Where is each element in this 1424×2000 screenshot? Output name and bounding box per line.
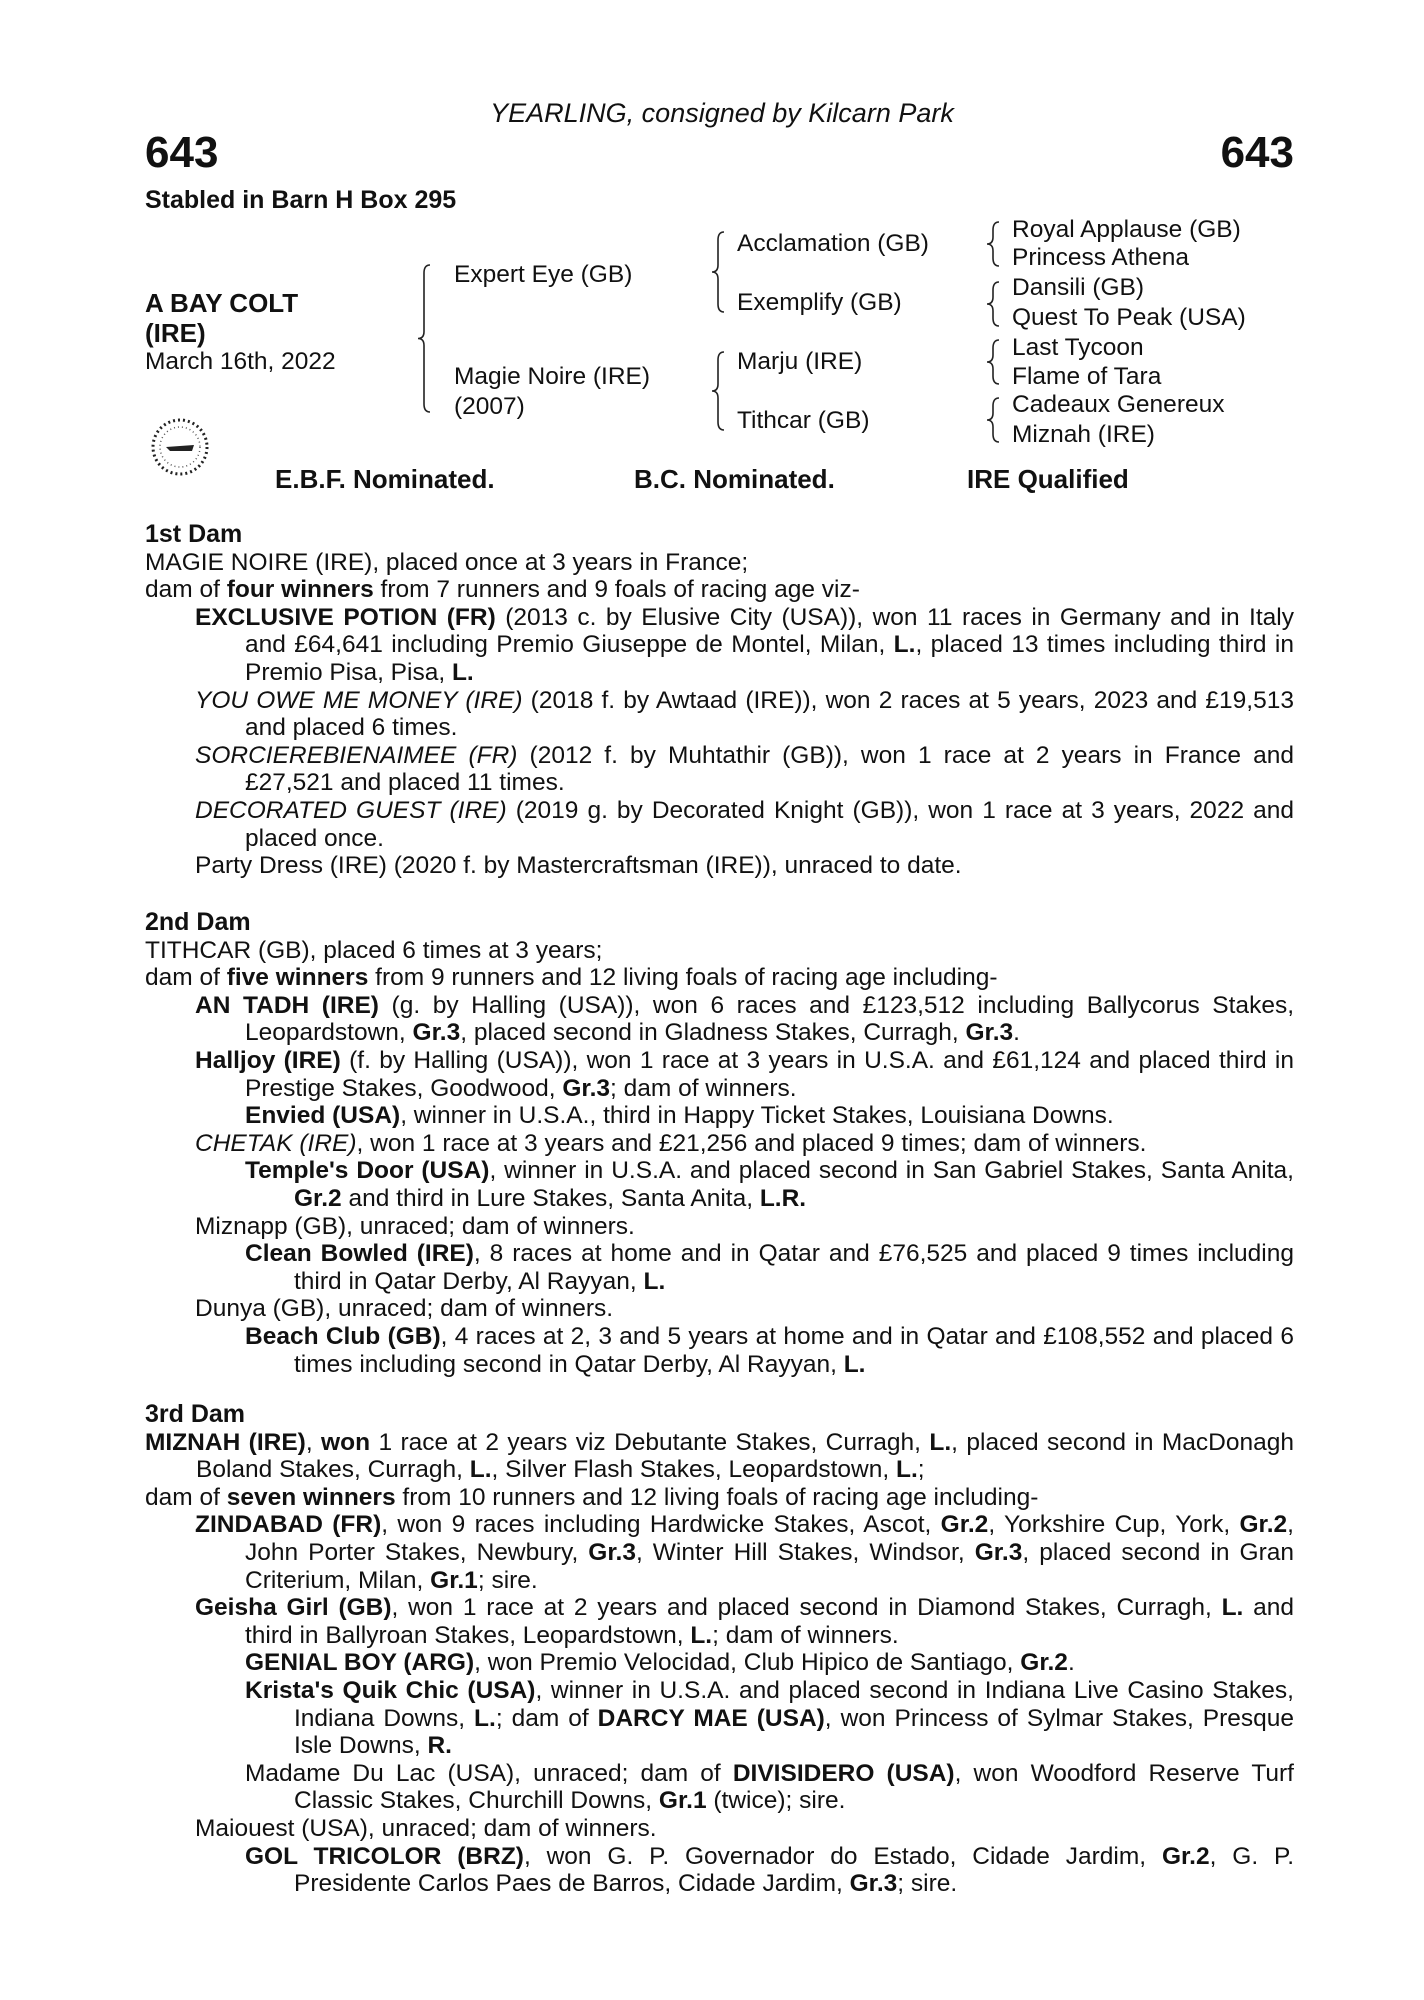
bold-text: L.R. — [759, 1184, 807, 1212]
text: ; sire. — [897, 1870, 958, 1898]
pedigree-gen2: Marju (IRE) — [737, 348, 863, 375]
bold-text: Gr.3 — [849, 1870, 898, 1898]
bold-text: Gr.2 — [1161, 1842, 1210, 1870]
bracket — [418, 265, 430, 412]
catalogue-header: YEARLING, consigned by Kilcarn Park — [490, 98, 954, 128]
bracket — [712, 352, 724, 430]
text: (twice); sire. — [706, 1787, 846, 1815]
text: , won 9 races including Hardwicke Stakes, Ascot, — [381, 1511, 941, 1539]
bold-text: AN TADH (IRE) — [195, 991, 379, 1019]
text: from 7 runners and 9 foals of racing age viz- — [373, 576, 860, 604]
bold-text: L. — [1221, 1594, 1244, 1622]
pedigree-entry — [145, 1843, 1294, 1898]
text: (2013 c. by Elusive City (USA)), won 11 races in Germany and in Italy and £64,641 including Premio Giuseppe de Montel, Milan, — [245, 603, 1294, 659]
pedigree-gen3: Flame of Tara — [1012, 363, 1162, 390]
bold-text: five winners — [226, 964, 369, 992]
bold-text: R. — [427, 1732, 452, 1760]
text: , won Premio Velocidad, Club Hipico de Santiago, — [474, 1649, 1021, 1677]
pedigree-entry — [145, 992, 1294, 1047]
bold-text: Gr.2 — [1020, 1649, 1068, 1677]
pedigree-entry — [145, 1815, 1294, 1843]
pedigree-entry — [145, 576, 1294, 604]
bc-nomination: B.C. Nominated. — [634, 464, 835, 494]
bold-text: MIZNAH (IRE) — [145, 1428, 306, 1456]
bold-text: L. — [843, 1350, 866, 1378]
text: , 8 races at home and in Qatar and £76,525 and placed 9 times including third in Qatar Derby, Al Rayyan, — [294, 1240, 1294, 1295]
pedigree-entry — [145, 1240, 1294, 1295]
text: Dunya (GB), unraced; dam of winners. — [195, 1295, 614, 1323]
bold-text: L. — [451, 658, 474, 686]
bold-text: L. — [474, 1704, 496, 1732]
text: ; dam of — [495, 1704, 598, 1732]
bold-text: L. — [690, 1621, 713, 1649]
bold-text: four winners — [226, 576, 374, 604]
bold-text: Beach Club (GB) — [245, 1322, 441, 1350]
pedigree-sire: Expert Eye (GB) — [454, 261, 633, 288]
text: , winner in U.S.A., third in Happy Ticket Stakes, Louisiana Downs. — [400, 1102, 1114, 1130]
bold-text: ZINDABAD (FR) — [195, 1511, 382, 1539]
bold-text: L. — [643, 1267, 666, 1295]
pedigree-entry — [145, 937, 1294, 965]
section-heading: 2nd Dam — [145, 908, 251, 936]
pedigree-entry — [145, 742, 1294, 797]
pedigree-entry — [145, 1677, 1294, 1760]
pedigree-brackets — [0, 0, 1424, 520]
text: , winner in U.S.A. and placed second in San Gabriel Stakes, Santa Anita, — [489, 1157, 1294, 1185]
bold-text: Halljoy (IRE) — [195, 1046, 341, 1074]
bold-text: L. — [469, 1456, 492, 1484]
pedigree-entry — [145, 1323, 1294, 1378]
text: ; sire. — [477, 1566, 538, 1594]
text: and third in Lure Stakes, Santa Anita, — [341, 1184, 760, 1212]
text: , — [305, 1428, 322, 1456]
text: TITHCAR (GB), placed 6 times at 3 years; — [145, 936, 603, 964]
text: Maiouest (USA), unraced; dam of winners. — [195, 1814, 657, 1842]
text: , Winter Hill Stakes, Windsor, — [635, 1538, 975, 1566]
pedigree-entry — [145, 1760, 1294, 1815]
pedigree-entry — [145, 964, 1294, 992]
pedigree-gen3: Miznah (IRE) — [1012, 421, 1155, 448]
pedigree-entry — [145, 1429, 1294, 1484]
bold-text: Gr.2 — [940, 1511, 989, 1539]
text: Party Dress (IRE) (2020 f. by Mastercraftsman (IRE)), unraced to date. — [195, 852, 962, 880]
pedigree-gen2: Exemplify (GB) — [737, 289, 902, 316]
bold-text: seven winners — [226, 1483, 396, 1511]
pedigree-entry — [145, 1130, 1294, 1158]
text: ; dam of winners. — [712, 1621, 899, 1649]
section-heading: 3rd Dam — [145, 1400, 246, 1428]
text: (2018 f. by Awtaad (IRE)), won 2 races at 5 years, 2023 and £19,513 and placed 6 times. — [245, 686, 1294, 742]
first-dam-section — [145, 521, 1294, 880]
bracket — [987, 340, 999, 384]
bold-text: Envied (USA) — [245, 1102, 401, 1130]
third-dam-section — [145, 1401, 1294, 1898]
bracket — [987, 282, 999, 326]
text: dam of — [145, 576, 227, 604]
bold-text: Gr.3 — [974, 1538, 1023, 1566]
text: , placed second in Gladness Stakes, Curragh, — [460, 1019, 966, 1047]
pedigree-entry — [145, 1511, 1294, 1594]
ire-qualification: IRE Qualified — [967, 464, 1129, 494]
bold-text: Gr.1 — [658, 1787, 707, 1815]
bold-text: Gr.2 — [294, 1184, 342, 1212]
bold-text: EXCLUSIVE POTION (FR) — [195, 603, 496, 631]
text: dam of — [145, 1483, 227, 1511]
ebf-nomination: E.B.F. Nominated. — [275, 464, 495, 494]
pedigree-gen3: Quest To Peak (USA) — [1012, 304, 1246, 331]
text: , placed second in Gran Criterium, Milan, — [245, 1538, 1294, 1594]
text: , placed 13 times including third in Premio Pisa, Pisa, — [245, 631, 1294, 686]
bold-text: Gr.1 — [430, 1566, 478, 1594]
bold-text: Krista's Quik Chic (USA) — [245, 1676, 536, 1704]
horse-description: A BAY COLT — [145, 288, 299, 318]
text: (f. by Halling (USA)), won 1 race at 3 years in U.S.A. and £61,124 and placed third in Prestige Stakes, Goodwood, — [245, 1046, 1294, 1102]
text: , won Princess of Sylmar Stakes, Presque Isle Downs, — [294, 1704, 1294, 1760]
text: , won 1 race at 3 years and £21,256 and placed 9 times; dam of winners. — [356, 1129, 1147, 1157]
pedigree-gen3: Royal Applause (GB) — [1012, 216, 1241, 243]
text: , placed second in MacDonagh Boland Stakes, Curragh, — [196, 1428, 1294, 1484]
text: (2019 g. by Decorated Knight (GB)), won 1 race at 3 years, 2022 and placed once. — [245, 796, 1294, 852]
pedigree-entry — [145, 604, 1294, 687]
text: (g. by Halling (USA)), won 6 races and £123,512 including Ballycorus Stakes, Leopardstown, — [245, 991, 1294, 1047]
bold-text: L. — [895, 1456, 918, 1484]
bracket — [712, 232, 724, 312]
text: , Silver Flash Stakes, Leopardstown, — [491, 1456, 896, 1484]
text: ; dam of winners. — [610, 1074, 797, 1102]
seal-logo — [153, 420, 207, 474]
text: 1 race at 2 years viz Debutante Stakes, Curragh, — [370, 1428, 930, 1456]
bold-text: Gr.3 — [562, 1074, 611, 1102]
pedigree-entry — [145, 687, 1294, 742]
pedigree-gen3: Princess Athena — [1012, 244, 1190, 271]
pedigree-entry — [145, 1102, 1294, 1130]
bold-text: Clean Bowled (IRE) — [245, 1240, 474, 1268]
text: dam of — [145, 964, 227, 992]
text: (2012 f. by Muhtathir (GB)), won 1 race at 2 years in France and £27,521 and placed 11 times. — [245, 741, 1294, 797]
italic-text: YOU OWE ME MONEY (IRE) — [195, 686, 523, 714]
text: ; — [917, 1456, 925, 1484]
pedigree-entry — [145, 1649, 1294, 1677]
text: Madame Du Lac (USA), unraced; dam of — [245, 1759, 733, 1787]
lot-number-left: 643 — [145, 128, 219, 177]
pedigree-entry — [145, 1295, 1294, 1323]
italic-text: SORCIEREBIENAIMEE (FR) — [195, 741, 518, 769]
bold-text: Gr.2 — [1239, 1511, 1288, 1539]
pedigree-gen3: Cadeaux Genereux — [1012, 391, 1225, 418]
pedigree-gen3: Dansili (GB) — [1012, 274, 1145, 301]
pedigree-entry — [145, 1594, 1294, 1649]
text: , won 1 race at 2 years and placed second in Diamond Stakes, Curragh, — [391, 1594, 1222, 1622]
pedigree-entry — [145, 797, 1294, 852]
section-heading: 1st Dam — [145, 520, 243, 548]
text: Miznapp (GB), unraced; dam of winners. — [195, 1212, 635, 1240]
pedigree-entry — [145, 549, 1294, 577]
bold-text: Gr.3 — [965, 1019, 1014, 1047]
italic-text: CHETAK (IRE) — [195, 1129, 357, 1157]
pedigree-entry — [145, 852, 1294, 880]
bold-text: GENIAL BOY (ARG) — [245, 1649, 475, 1677]
pedigree-dam: Magie Noire (IRE) — [454, 363, 651, 390]
text: , John Porter Stakes, Newbury, — [245, 1511, 1294, 1566]
pedigree-entry — [145, 1047, 1294, 1102]
bold-text: GOL TRICOLOR (BRZ) — [245, 1842, 524, 1870]
bold-text: L. — [893, 631, 916, 659]
bold-text: won — [321, 1428, 371, 1456]
italic-text: DECORATED GUEST (IRE) — [195, 796, 507, 824]
pedigree-gen2: Acclamation (GB) — [737, 230, 929, 257]
pedigree-entry — [145, 1213, 1294, 1241]
text: . — [1067, 1649, 1075, 1677]
horse-country: (IRE) — [145, 318, 206, 348]
text: from 10 runners and 12 living foals of racing age including- — [395, 1483, 1039, 1511]
text: MAGIE NOIRE (IRE), placed once at 3 years in France; — [145, 548, 749, 576]
text: , won G. P. Governador do Estado, Cidade Jardim, — [523, 1842, 1162, 1870]
pedigree-gen3: Last Tycoon — [1012, 334, 1144, 361]
bold-text: Gr.3 — [588, 1538, 636, 1566]
bracket — [987, 398, 999, 442]
pedigree-gen2: Tithcar (GB) — [737, 407, 870, 434]
text: from 9 runners and 12 living foals of racing age including- — [368, 964, 998, 992]
text: , won Woodford Reserve Turf Classic Stakes, Churchill Downs, — [294, 1759, 1294, 1815]
stabling-location: Stabled in Barn H Box 295 — [145, 186, 457, 214]
foaling-date: March 16th, 2022 — [145, 348, 336, 375]
pedigree-entry — [145, 1157, 1294, 1212]
bold-text: DIVISIDERO (USA) — [732, 1759, 955, 1787]
bracket — [987, 222, 999, 266]
text: , 4 races at 2, 3 and 5 years at home and in Qatar and £108,552 and placed 6 times including second in Qatar Derby, Al Rayyan, — [294, 1322, 1294, 1378]
lot-number-right: 643 — [1220, 128, 1294, 177]
text: , winner in U.S.A. and placed second in Indiana Live Casino Stakes, Indiana Downs, — [294, 1676, 1294, 1732]
pedigree-entry — [145, 1484, 1294, 1512]
bold-text: DARCY MAE (USA) — [597, 1704, 825, 1732]
text: . — [1013, 1019, 1020, 1047]
bold-text: L. — [929, 1428, 952, 1456]
bold-text: Geisha Girl (GB) — [195, 1594, 392, 1622]
bold-text: Gr.3 — [412, 1019, 461, 1047]
pedigree-dam-year: (2007) — [454, 393, 525, 420]
text: , Yorkshire Cup, York, — [988, 1511, 1240, 1539]
text: and third in Ballyroan Stakes, Leopardstown, — [245, 1594, 1295, 1649]
second-dam-section — [145, 909, 1294, 1378]
text: , G. P. Presidente Carlos Paes de Barros, Cidade Jardim, — [294, 1842, 1294, 1898]
bold-text: Temple's Door (USA) — [245, 1157, 490, 1185]
